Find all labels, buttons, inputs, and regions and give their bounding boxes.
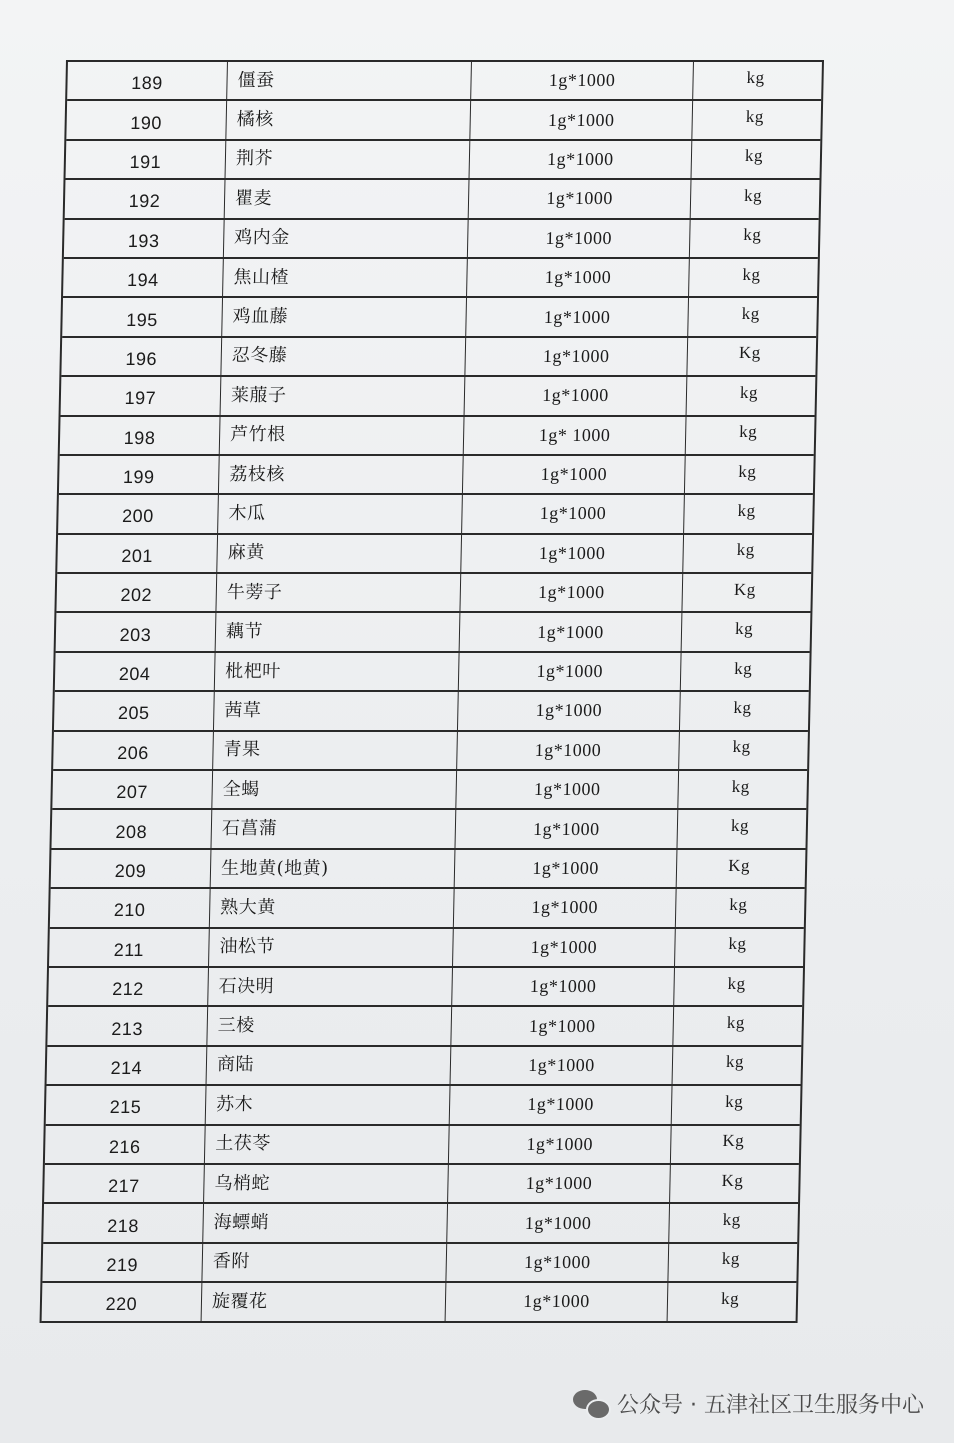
row-number-cell: 192 <box>65 180 226 217</box>
unit-cell: kg <box>742 264 761 284</box>
herb-name-cell: 全蝎 <box>212 771 457 808</box>
unit-cell: kg <box>739 382 759 402</box>
herb-name-cell: 牛蒡子 <box>216 574 461 611</box>
table-row <box>49 929 804 968</box>
row-number-cell: 193 <box>64 220 225 257</box>
herb-name-cell: 乌梢蛇 <box>204 1165 449 1202</box>
herb-name-cell: 商陆 <box>207 1047 452 1084</box>
spec-cell: 1g*1000 <box>461 535 684 572</box>
herb-name-cell: 橘核 <box>226 101 471 138</box>
table-row <box>61 377 816 416</box>
table-row <box>48 968 803 1007</box>
row-number-cell: 194 <box>63 259 224 296</box>
spec-cell: 1g*1000 <box>450 1086 673 1123</box>
row-number-cell: 214 <box>47 1047 208 1084</box>
herb-name-cell: 鸡血藤 <box>222 298 467 335</box>
herb-name-cell: 荆芥 <box>226 141 471 178</box>
spec-cell: 1g*1000 <box>460 574 683 611</box>
row-number-cell: 195 <box>62 298 223 335</box>
row-number-cell: 204 <box>55 653 216 690</box>
unit-cell: kg <box>724 1091 744 1111</box>
herb-name-cell: 芦竹根 <box>220 417 465 454</box>
unit-cell: kg <box>725 1052 745 1072</box>
spec-cell: 1g*1000 <box>455 810 678 847</box>
unit-cell: kg <box>734 619 754 639</box>
table-row <box>47 1047 802 1086</box>
table-row <box>56 613 811 652</box>
wechat-icon <box>573 1390 609 1418</box>
herb-name-cell: 茜草 <box>214 692 459 729</box>
unit-cell: kg <box>745 107 765 127</box>
spec-cell: 1g*1000 <box>459 653 682 690</box>
row-number-cell: 208 <box>51 810 212 847</box>
row-number-cell: 191 <box>66 141 227 178</box>
unit-cell: Kg <box>733 579 757 599</box>
table-row <box>43 1204 798 1243</box>
herb-name-cell: 香附 <box>202 1244 447 1281</box>
herb-name-cell: 旋覆花 <box>202 1283 447 1320</box>
unit-cell: kg <box>732 737 751 757</box>
unit-cell: kg <box>722 1210 741 1230</box>
spec-cell: 1g*1000 <box>468 220 691 257</box>
spec-cell: 1g*1000 <box>446 1283 669 1320</box>
herb-name-cell: 海螵蛸 <box>203 1204 448 1241</box>
table-row <box>42 1244 797 1283</box>
spec-cell: 1g*1000 <box>451 1007 674 1044</box>
herb-name-cell: 生地黄(地黄) <box>211 850 456 887</box>
unit-cell: kg <box>727 973 746 993</box>
row-number-cell: 199 <box>59 456 220 493</box>
spec-cell: 1g*1000 <box>465 338 688 375</box>
row-number-cell: 201 <box>57 535 218 572</box>
table-row <box>55 653 810 692</box>
table-row <box>62 298 817 337</box>
spec-cell: 1g*1000 <box>469 180 692 217</box>
table-row <box>42 1283 797 1322</box>
row-number-cell: 207 <box>52 771 213 808</box>
spec-cell: 1g*1000 <box>451 1047 674 1084</box>
unit-cell: kg <box>746 67 765 87</box>
herb-name-cell: 焦山楂 <box>223 259 468 296</box>
row-number-cell: 216 <box>45 1126 206 1163</box>
table-row <box>63 259 818 298</box>
table-row <box>53 732 808 771</box>
row-number-cell: 197 <box>61 377 222 414</box>
unit-cell: kg <box>739 422 758 442</box>
herb-name-cell: 藕节 <box>216 613 461 650</box>
row-number-cell: 220 <box>42 1283 203 1320</box>
unit-cell: kg <box>743 185 763 205</box>
table-row <box>64 220 819 259</box>
table-row <box>57 535 812 574</box>
table-row <box>61 338 816 377</box>
unit-cell: Kg <box>721 1170 744 1190</box>
watermark-text: 公众号 · 五津社区卫生服务中心 <box>617 1393 924 1418</box>
spec-cell: 1g*1000 <box>452 968 675 1005</box>
spec-cell: 1g*1000 <box>447 1204 670 1241</box>
unit-cell: kg <box>743 225 762 245</box>
herb-name-cell: 青果 <box>213 732 458 769</box>
unit-cell: kg <box>736 540 755 560</box>
herb-table <box>40 60 824 1323</box>
spec-cell: 1g*1000 <box>454 889 677 926</box>
spec-cell: 1g*1000 <box>448 1165 671 1202</box>
spec-cell: 1g*1000 <box>458 692 681 729</box>
table-row <box>65 141 820 180</box>
row-number-cell: 198 <box>60 417 221 454</box>
herb-name-cell: 三棱 <box>207 1007 452 1044</box>
herb-name-cell: 油松节 <box>209 929 454 966</box>
spec-cell: 1g*1000 <box>470 101 693 138</box>
row-number-cell: 200 <box>58 495 219 532</box>
unit-cell: kg <box>729 894 748 914</box>
table-row <box>56 574 811 613</box>
unit-cell: kg <box>721 1249 741 1269</box>
row-number-cell: 211 <box>49 929 210 966</box>
unit-cell: kg <box>730 816 750 836</box>
table-row <box>46 1086 801 1125</box>
watermark <box>573 1388 924 1419</box>
herb-name-cell: 忍冬藤 <box>221 338 466 375</box>
row-number-cell: 202 <box>56 574 217 611</box>
row-number-cell: 213 <box>47 1007 208 1044</box>
unit-cell: kg <box>734 658 753 678</box>
row-number-cell: 212 <box>48 968 209 1005</box>
row-number-cell: 190 <box>66 101 227 138</box>
spec-cell: 1g*1000 <box>456 771 679 808</box>
spec-cell: 1g*1000 <box>460 613 683 650</box>
unit-cell: kg <box>741 304 760 324</box>
herb-name-cell: 鸡内金 <box>224 220 469 257</box>
spec-cell: 1g*1000 <box>455 850 678 887</box>
spec-cell: 1g*1000 <box>457 732 680 769</box>
row-number-cell: 203 <box>56 613 217 650</box>
herb-name-cell: 莱菔子 <box>221 377 466 414</box>
row-number-cell: 215 <box>46 1086 207 1123</box>
herb-name-cell: 石决明 <box>208 968 453 1005</box>
spec-cell: 1g*1000 <box>470 141 693 178</box>
spec-cell: 1g* 1000 <box>464 417 687 454</box>
unit-cell: Kg <box>722 1131 745 1151</box>
spec-cell: 1g*1000 <box>463 456 686 493</box>
spec-cell: 1g*1000 <box>471 62 694 99</box>
unit-cell: kg <box>731 776 750 796</box>
row-number-cell: 189 <box>67 62 228 99</box>
table-row <box>59 456 814 495</box>
unit-cell: kg <box>738 461 757 481</box>
row-number-cell: 209 <box>51 850 212 887</box>
table-row <box>60 417 815 456</box>
table-row <box>45 1126 800 1165</box>
spec-cell: 1g*1000 <box>453 929 676 966</box>
table-row <box>51 810 806 849</box>
unit-cell: kg <box>728 934 747 954</box>
table-row <box>66 101 821 140</box>
unit-cell: kg <box>733 697 752 717</box>
herb-name-cell: 麻黄 <box>217 535 462 572</box>
herb-name-cell: 枇杷叶 <box>215 653 460 690</box>
row-number-cell: 206 <box>53 732 214 769</box>
herb-name-cell: 土茯苓 <box>205 1126 450 1163</box>
herb-name-cell: 熟大黄 <box>210 889 455 926</box>
row-number-cell: 196 <box>61 338 222 375</box>
herb-name-cell: 荔枝核 <box>219 456 464 493</box>
herb-name-cell: 僵蚕 <box>227 62 472 99</box>
table-row <box>65 180 820 219</box>
table-row <box>58 495 813 534</box>
herb-name-cell: 木瓜 <box>218 495 463 532</box>
table-row <box>67 62 822 101</box>
row-number-cell: 217 <box>44 1165 205 1202</box>
table-row <box>51 850 806 889</box>
table-row <box>47 1007 802 1046</box>
unit-cell: kg <box>737 500 756 520</box>
unit-cell: kg <box>720 1288 740 1308</box>
herb-name-cell: 瞿麦 <box>225 180 470 217</box>
herb-name-cell: 苏木 <box>206 1086 451 1123</box>
table-row <box>52 771 807 810</box>
row-number-cell: 205 <box>54 692 215 729</box>
spec-cell: 1g*1000 <box>462 495 685 532</box>
unit-cell: kg <box>744 146 764 166</box>
row-number-cell: 219 <box>42 1244 203 1281</box>
row-number-cell: 210 <box>50 889 211 926</box>
unit-cell: Kg <box>728 855 751 875</box>
spec-cell: 1g*1000 <box>449 1126 672 1163</box>
unit-cell: Kg <box>738 343 761 363</box>
row-number-cell: 218 <box>43 1204 204 1241</box>
unit-cell: kg <box>726 1013 746 1033</box>
spec-cell: 1g*1000 <box>466 298 689 335</box>
table-row <box>54 692 809 731</box>
spec-cell: 1g*1000 <box>467 259 690 296</box>
table-row <box>44 1165 799 1204</box>
spec-cell: 1g*1000 <box>446 1244 669 1281</box>
spec-cell: 1g*1000 <box>465 377 688 414</box>
herb-name-cell: 石菖蒲 <box>211 810 456 847</box>
table-row <box>50 889 805 928</box>
